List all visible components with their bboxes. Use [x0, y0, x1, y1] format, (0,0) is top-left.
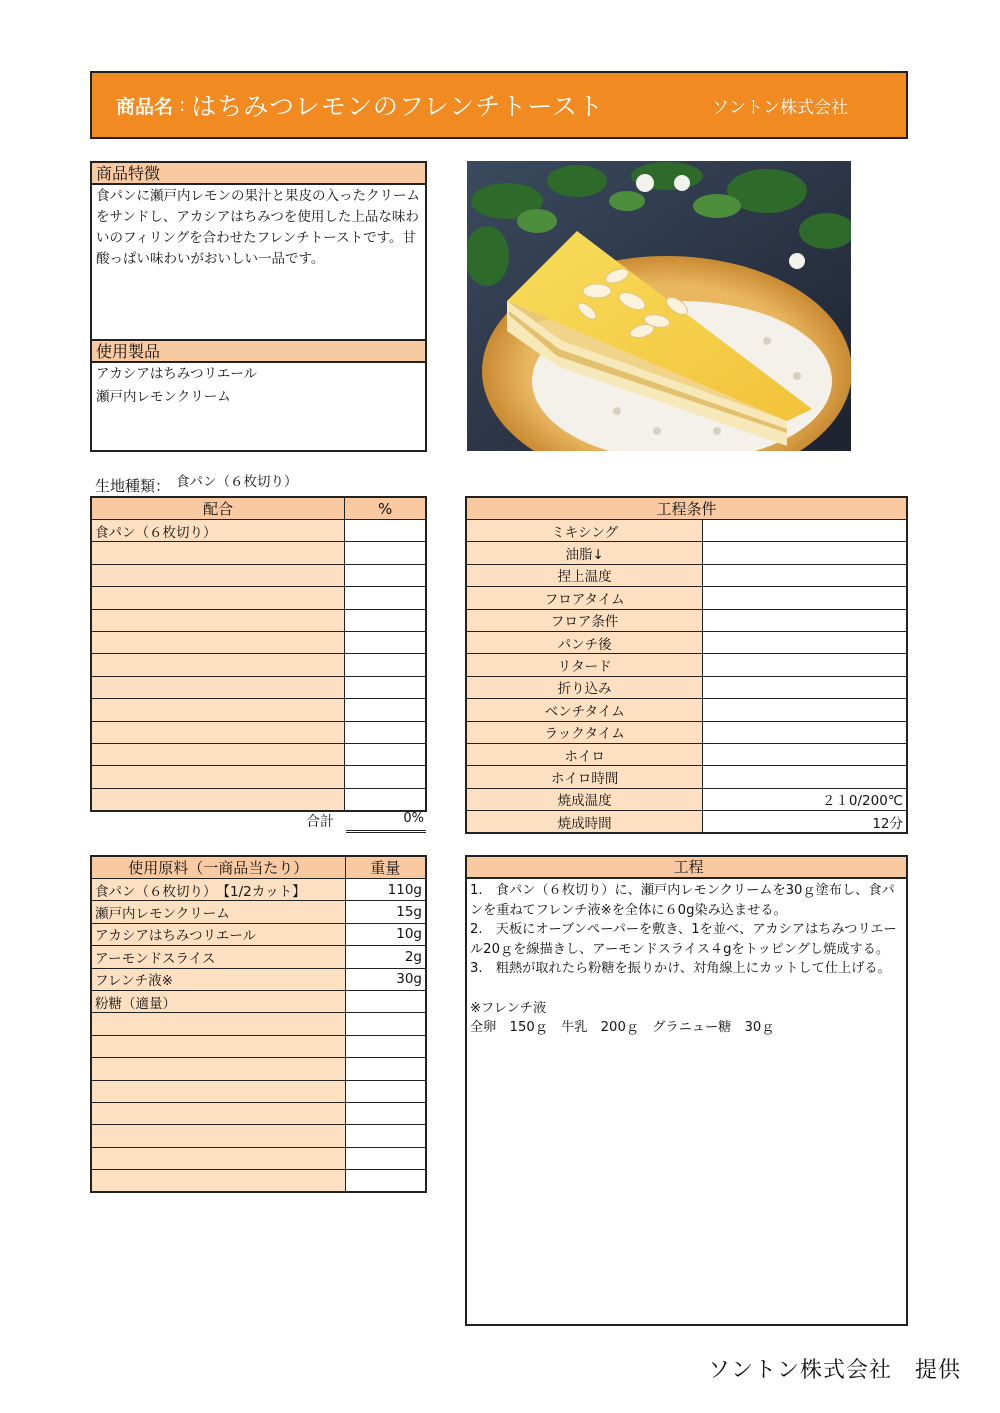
table-row: [91, 1035, 426, 1057]
ingredient-name: [91, 1035, 345, 1057]
condition-label: 油脂↓: [466, 542, 703, 564]
condition-label: リタード: [466, 654, 703, 676]
condition-label: 捏上温度: [466, 564, 703, 586]
condition-value: [703, 699, 907, 721]
ingredient-weight: [345, 1080, 426, 1102]
table-row: [466, 631, 907, 653]
table-row: [91, 788, 426, 810]
ingredients-header-name: 使用原料（一商品当たり）: [91, 856, 345, 879]
ingredient-name: [91, 1102, 345, 1124]
formula-pct: [345, 520, 426, 542]
table-row: [91, 879, 426, 901]
condition-label: 焼成時間: [466, 811, 703, 833]
ingredient-name: [91, 1058, 345, 1080]
table-row: [91, 1058, 426, 1080]
condition-value: [703, 631, 907, 653]
formula-pct: [345, 699, 426, 721]
table-row: [466, 721, 907, 743]
formula-name: [91, 721, 345, 743]
ingredient-weight: 110g: [345, 879, 426, 901]
table-row: [91, 631, 426, 653]
ingredients-table: [90, 855, 427, 1193]
formula-pct: [345, 609, 426, 631]
table-row: [91, 946, 426, 968]
ingredient-weight: [345, 1102, 426, 1124]
table-row: [91, 542, 426, 564]
table-row: [91, 587, 426, 609]
process-box: [465, 855, 908, 1326]
condition-value: [703, 654, 907, 676]
formula-name: [91, 609, 345, 631]
table-row: [91, 1170, 426, 1192]
condition-value: 12分: [703, 811, 907, 833]
condition-value: [703, 587, 907, 609]
table-row: [91, 699, 426, 721]
table-row: [466, 743, 907, 765]
condition-value: [703, 721, 907, 743]
condition-label: フロア条件: [466, 609, 703, 631]
products-used-title: 使用製品: [92, 341, 425, 363]
product-photo: [467, 161, 851, 451]
product-name-label: 商品名: [116, 95, 174, 118]
ingredient-name: [91, 1170, 345, 1192]
condition-label: パンチ後: [466, 631, 703, 653]
formula-name: [91, 542, 345, 564]
ingredient-weight: [345, 990, 426, 1012]
footer-credit: ソントン株式会社 提供: [708, 1358, 962, 1383]
table-row: [91, 1125, 426, 1147]
header-company: ソントン株式会社: [712, 97, 848, 118]
table-row: [466, 609, 907, 631]
formula-pct: [345, 564, 426, 586]
table-row: [91, 1080, 426, 1102]
table-row: [466, 788, 907, 810]
table-row: [91, 1013, 426, 1035]
table-row: [91, 721, 426, 743]
formula-name: [91, 766, 345, 788]
formula-pct: [345, 654, 426, 676]
formula-pct: [345, 676, 426, 698]
condition-value: [703, 564, 907, 586]
condition-label: ラックタイム: [466, 721, 703, 743]
products-used-item: アカシアはちみつリエール: [96, 366, 258, 382]
formula-total-label: 合計: [306, 814, 334, 830]
table-row: [466, 520, 907, 542]
condition-label: 折り込み: [466, 676, 703, 698]
products-used-box: [90, 339, 427, 452]
dough-type-value: 食パン（６枚切り）: [176, 474, 298, 490]
condition-value: ２１0/200℃: [703, 788, 907, 810]
dough-type-label: 生地種類：: [95, 477, 171, 495]
ingredient-name: [91, 1013, 345, 1035]
table-row: [466, 676, 907, 698]
formula-name: [91, 564, 345, 586]
condition-label: フロアタイム: [466, 587, 703, 609]
condition-label: ベンチタイム: [466, 699, 703, 721]
conditions-table: [465, 496, 908, 834]
table-row: [91, 609, 426, 631]
condition-label: 焼成温度: [466, 788, 703, 810]
ingredients-header-weight: 重量: [345, 856, 426, 879]
ingredient-name: 瀬戸内レモンクリーム: [91, 901, 345, 923]
ingredient-weight: 10g: [345, 923, 426, 945]
ingredient-name: アーモンドスライス: [91, 946, 345, 968]
table-row: [91, 654, 426, 676]
table-row: [91, 968, 426, 990]
formula-table: [90, 496, 427, 812]
ingredient-name: 粉糖（適量）: [91, 990, 345, 1012]
ingredient-name: [91, 1125, 345, 1147]
formula-name: [91, 587, 345, 609]
table-row: [466, 564, 907, 586]
formula-name: [91, 631, 345, 653]
table-row: [91, 901, 426, 923]
table-row: [91, 766, 426, 788]
formula-pct: [345, 788, 426, 810]
header-colon: :: [179, 94, 186, 116]
condition-value: [703, 542, 907, 564]
ingredient-name: フレンチ液※: [91, 968, 345, 990]
formula-name: [91, 654, 345, 676]
features-box: [90, 161, 427, 341]
formula-name: [91, 699, 345, 721]
condition-value: [703, 743, 907, 765]
ingredient-weight: [345, 1035, 426, 1057]
ingredient-weight: [345, 1170, 426, 1192]
ingredient-weight: [345, 1125, 426, 1147]
process-text: 1. 食パン（６枚切り）に、瀬戸内レモンクリームを30ｇ塗布し、食パンを重ねてフレンチ液※を全体に６0g染み込ませる。 2. 天板にオーブンペーパーを敷き、1を並べ、アカシアはちみつリエール20ｇを線描きし、アーモンドスライス４gをトッピングし焼成する。 3. 粗熱が取れたら粉糖を振りかけ、対角線上にカットして仕上げる。 ※フレンチ液 全卵 150ｇ 牛乳 200ｇ グラニュー糖 30ｇ: [470, 883, 897, 1036]
formula-name: [91, 676, 345, 698]
ingredient-name: [91, 1080, 345, 1102]
formula-name: [91, 788, 345, 810]
features-title: 商品特徴: [92, 163, 425, 185]
ingredient-name: アカシアはちみつリエール: [91, 923, 345, 945]
ingredient-weight: [345, 1013, 426, 1035]
table-row: [466, 587, 907, 609]
table-row: [91, 676, 426, 698]
products-used-item: 瀬戸内レモンクリーム: [96, 389, 231, 405]
table-row: [91, 990, 426, 1012]
condition-label: ミキシング: [466, 520, 703, 542]
ingredient-weight: 15g: [345, 901, 426, 923]
dough-type: [95, 475, 298, 496]
process-title: 工程: [467, 857, 906, 879]
features-text: 食パンに瀬戸内レモンの果汁と果皮の入ったクリームをサンドし、アカシアはちみつを使用した上品な味わいのフィリングを合わせたフレンチトーストです。甘酸っぱい味わいがおいしい一品です。: [96, 188, 420, 267]
table-row: [466, 654, 907, 676]
ingredient-weight: 2g: [345, 946, 426, 968]
table-row: [91, 564, 426, 586]
ingredient-weight: 30g: [345, 968, 426, 990]
table-row: [91, 1147, 426, 1169]
conditions-title: 工程条件: [466, 497, 907, 520]
ingredient-name: [91, 1147, 345, 1169]
formula-name: 食パン（６枚切り）: [91, 520, 345, 542]
ingredient-weight: [345, 1058, 426, 1080]
product-header: [90, 71, 908, 139]
formula-pct: [345, 743, 426, 765]
table-row: [466, 542, 907, 564]
condition-value: [703, 609, 907, 631]
table-row: [91, 1102, 426, 1124]
condition-value: [703, 676, 907, 698]
table-row: [91, 923, 426, 945]
condition-label: ホイロ時間: [466, 766, 703, 788]
ingredient-name: 食パン（６枚切り） 【1/2カット】: [91, 879, 345, 901]
table-row: [91, 520, 426, 542]
formula-pct: [345, 542, 426, 564]
table-row: [466, 766, 907, 788]
formula-total-value: 0%: [346, 811, 426, 833]
formula-header-name: 配合: [91, 497, 345, 520]
condition-value: [703, 520, 907, 542]
product-name: はちみつレモンのフレンチトースト: [191, 92, 605, 121]
table-row: [466, 811, 907, 833]
ingredient-weight: [345, 1147, 426, 1169]
table-row: [91, 743, 426, 765]
formula-header-pct: %: [345, 497, 426, 520]
condition-value: [703, 766, 907, 788]
formula-name: [91, 743, 345, 765]
table-row: [466, 699, 907, 721]
condition-label: ホイロ: [466, 743, 703, 765]
formula-pct: [345, 631, 426, 653]
formula-pct: [345, 721, 426, 743]
formula-pct: [345, 587, 426, 609]
formula-pct: [345, 766, 426, 788]
